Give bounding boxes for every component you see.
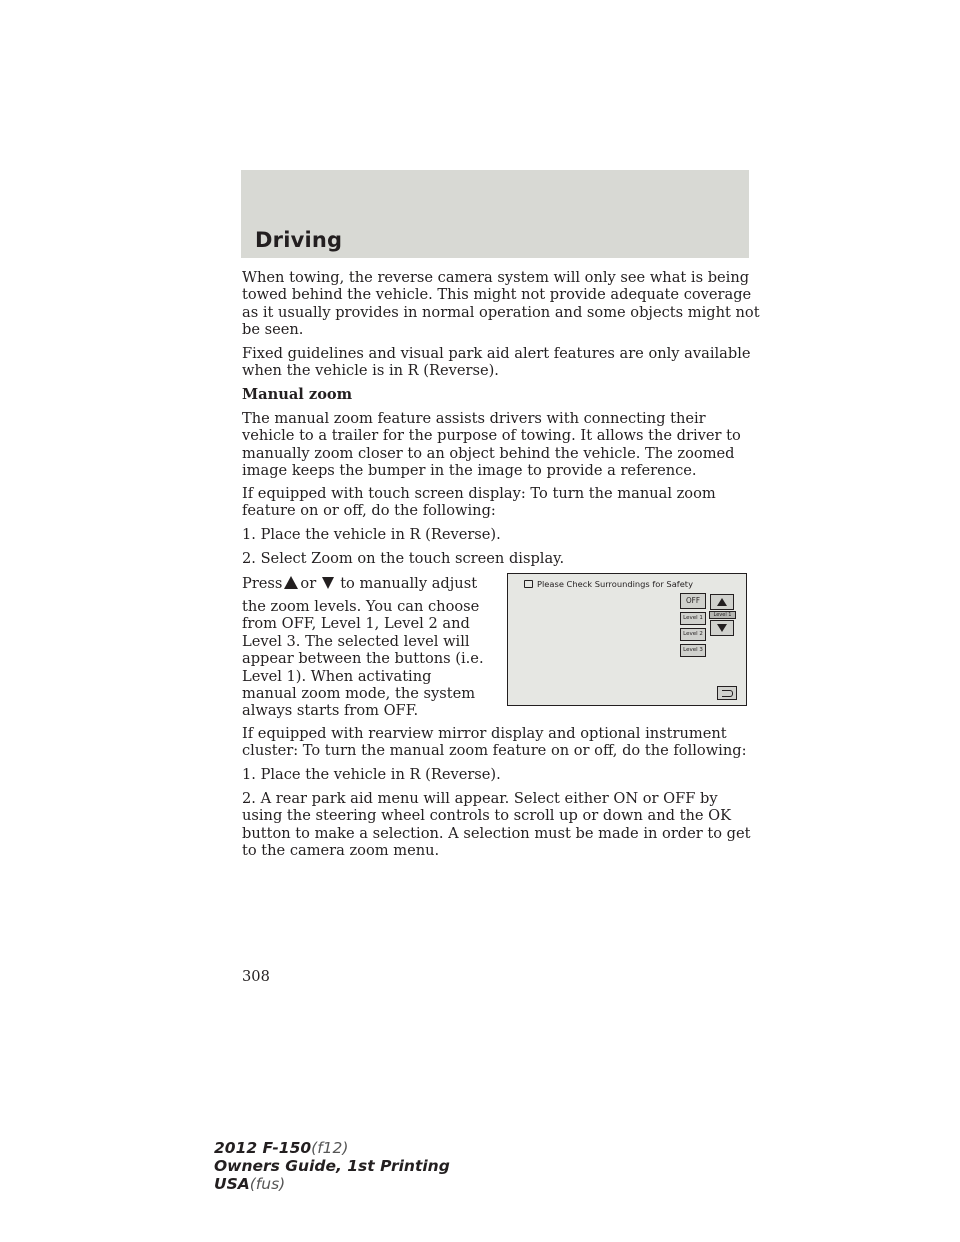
press-rest-line1: to manually adjust <box>340 575 478 592</box>
footer-guide: Owners Guide, 1st Printing <box>214 1157 450 1175</box>
mirror-step-2: 2. A rear park aid menu will appear. Select either ON or OFF by using the steering wheel controls to scroll up or down and the OK button to make a selection. A selection must be made in order to get to the camera zoom menu. <box>242 790 751 860</box>
page-number: 308 <box>242 968 270 985</box>
zoom-off-button[interactable]: OFF <box>680 593 706 609</box>
safety-message <box>524 579 693 589</box>
zoom-level-2-button[interactable]: Level 2 <box>680 628 706 641</box>
mirror-step-1: 1. Place the vehicle in R (Reverse). <box>242 766 501 783</box>
zoom-level-3-button[interactable]: Level 3 <box>680 644 706 657</box>
back-button[interactable] <box>717 686 737 700</box>
footer-market-code: (fus) <box>249 1175 286 1193</box>
zoom-down-button[interactable] <box>710 620 734 636</box>
return-icon <box>722 690 733 697</box>
touch-step-1: 1. Place the vehicle in R (Reverse). <box>242 526 501 543</box>
footer-market: USA <box>214 1175 250 1193</box>
paragraph-zoom-levels: the zoom levels. You can choose from OFF, Level 1, Level 2 and Level 3. The selected level will appear between the buttons (i.e. Level 1). When activating manual zoom mode, the system always starts from OFF. <box>242 598 484 720</box>
down-arrow-icon <box>717 624 727 632</box>
touch-step-2: 2. Select Zoom on the touch screen display. <box>242 550 565 567</box>
paragraph-towing: When towing, the reverse camera system will only see what is being towed behind the vehicle. This might not provide adequate coverage as it usually provides in normal operation and some objects might not be seen. <box>242 269 760 339</box>
zoom-level-1-button[interactable]: Level 1 <box>680 612 706 625</box>
up-arrow-icon <box>284 576 298 589</box>
safety-message-text: Please Check Surroundings for Safety <box>537 579 693 589</box>
paragraph-press <box>242 575 492 592</box>
paragraph-mirror-intro: If equipped with rearview mirror display and optional instrument cluster: To turn the manual zoom feature on or off, do the following: <box>242 725 747 760</box>
paragraph-guidelines: Fixed guidelines and visual park aid alert features are only available when the vehicle is in R (Reverse). <box>242 345 751 380</box>
paragraph-touch-intro: If equipped with touch screen display: To turn the manual zoom feature on or off, do the following: <box>242 485 716 520</box>
zoom-up-button[interactable] <box>710 594 734 610</box>
footer-model: 2012 F-150 <box>214 1139 312 1157</box>
paragraph-manual-zoom-intro: The manual zoom feature assists drivers with connecting their vehicle to a trailer for the purpose of towing. It allows the driver to manually zoom closer to an object behind the vehicle. The zoomed image keeps the bumper in the image to provide a reference. <box>242 410 741 480</box>
press-word: Press <box>242 575 283 592</box>
current-level-display: Level 1 <box>709 611 736 619</box>
manual-zoom-heading: Manual zoom <box>242 386 353 403</box>
or-word: or <box>300 575 317 592</box>
section-title: Driving <box>255 228 343 252</box>
zoom-screen-illustration <box>507 573 747 706</box>
footer-model-code: (f12) <box>311 1139 349 1157</box>
down-arrow-icon <box>322 577 334 589</box>
camera-icon <box>524 580 533 588</box>
footer <box>214 1139 450 1193</box>
up-arrow-icon <box>717 598 727 606</box>
